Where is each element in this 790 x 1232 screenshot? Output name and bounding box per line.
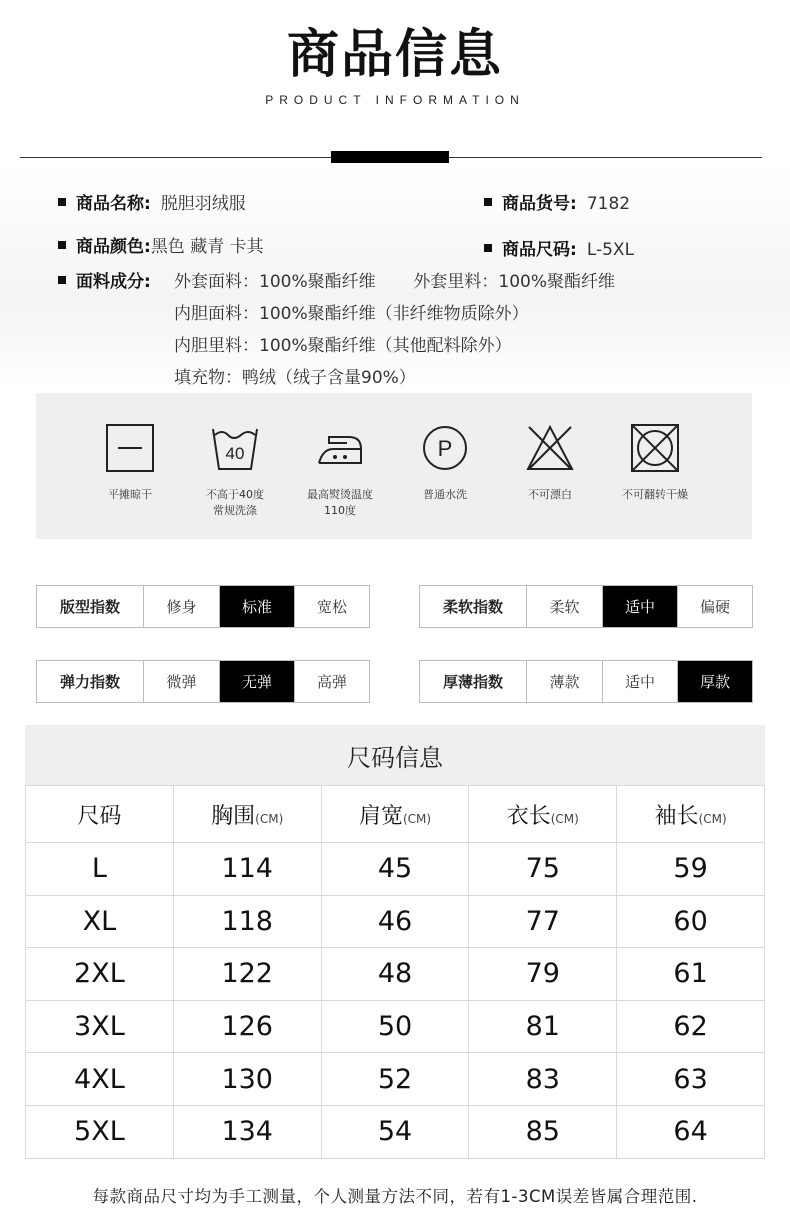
info-value: 7182 <box>586 194 631 214</box>
svg-text:P: P <box>437 436 453 461</box>
table-row <box>26 1105 765 1158</box>
index-option-selected: 适中 <box>602 586 677 627</box>
care-item <box>600 423 710 503</box>
table-cell: 63 <box>617 1053 765 1106</box>
info-key: 面料成分: <box>76 272 151 292</box>
care-label: 不可漂白 <box>528 488 572 501</box>
care-item <box>285 423 395 519</box>
column-header: 胸围(CM) <box>173 786 321 843</box>
table-cell: 46 <box>321 895 469 948</box>
table-cell: 79 <box>469 948 617 1001</box>
divider-block <box>331 151 449 163</box>
care-instructions-panel <box>36 393 752 539</box>
thickness-index <box>419 660 753 703</box>
fabric-line: 内胆里料：100%聚酯纤维（其他配料除外） <box>174 336 512 356</box>
info-product-name <box>58 189 246 214</box>
size-table-title: 尺码信息 <box>25 725 765 785</box>
page-title: 商品信息 <box>286 25 503 85</box>
table-cell: 126 <box>173 1000 321 1053</box>
column-header: 尺码 <box>26 786 174 843</box>
bullet-square-icon <box>484 198 492 206</box>
table-row <box>26 843 765 896</box>
table-cell: 4XL <box>26 1053 174 1106</box>
table-cell: 130 <box>173 1053 321 1106</box>
index-option: 适中 <box>602 661 677 702</box>
page-subtitle: PRODUCT INFORMATION <box>265 93 525 107</box>
index-option-selected: 厚款 <box>677 661 752 702</box>
index-label: 柔软指数 <box>442 598 503 616</box>
info-key: 商品尺码: <box>502 240 577 260</box>
info-sku <box>484 189 630 214</box>
care-item <box>75 423 185 503</box>
wash-40-icon <box>210 423 260 473</box>
fabric-line: 填充物：鸭绒（绒子含量90%） <box>174 368 416 388</box>
table-cell: 62 <box>617 1000 765 1053</box>
table-cell: 48 <box>321 948 469 1001</box>
table-cell: 134 <box>173 1105 321 1158</box>
no-tumble-dry-icon <box>630 423 680 473</box>
table-cell: 85 <box>469 1105 617 1158</box>
index-label: 厚薄指数 <box>442 673 503 691</box>
table-cell: 5XL <box>26 1105 174 1158</box>
table-cell: 52 <box>321 1053 469 1106</box>
table-cell: 75 <box>469 843 617 896</box>
fabric-line: 外套面料：100%聚酯纤维 外套里料：100%聚酯纤维 <box>174 272 616 292</box>
column-header: 衣长(CM) <box>469 786 617 843</box>
info-key: 商品名称: <box>76 194 151 214</box>
table-cell: L <box>26 843 174 896</box>
care-label: 普通水洗 <box>423 488 467 501</box>
measurement-note: 每款商品尺寸均为手工测量，个人测量方法不同，若有1-3CM误差皆属合理范围. <box>92 1187 698 1206</box>
column-header: 袖长(CM) <box>617 786 765 843</box>
care-item <box>180 423 290 519</box>
softness-index <box>419 585 753 628</box>
table-cell: 83 <box>469 1053 617 1106</box>
index-option-selected: 无弹 <box>219 661 294 702</box>
table-cell: 3XL <box>26 1000 174 1053</box>
table-row <box>26 1053 765 1106</box>
table-cell: 118 <box>173 895 321 948</box>
bullet-square-icon <box>484 244 492 252</box>
index-label: 弹力指数 <box>59 673 120 691</box>
svg-text:40: 40 <box>225 444 245 463</box>
care-item <box>495 423 605 503</box>
table-row <box>26 948 765 1001</box>
index-option: 偏硬 <box>677 586 752 627</box>
column-header: 肩宽(CM) <box>321 786 469 843</box>
table-cell: 54 <box>321 1105 469 1158</box>
info-sizes <box>484 235 634 260</box>
bullet-square-icon <box>58 276 66 284</box>
care-item <box>390 423 500 503</box>
info-value: L-5XL <box>586 240 635 260</box>
no-bleach-icon <box>525 423 575 473</box>
info-value: 黑色 藏青 卡其 <box>150 237 264 257</box>
index-option: 高弹 <box>294 661 369 702</box>
care-label: 不可翻转干燥 <box>622 488 688 501</box>
index-option: 修身 <box>143 586 219 627</box>
index-label: 版型指数 <box>59 598 120 616</box>
table-cell: XL <box>26 895 174 948</box>
index-option: 柔软 <box>526 586 602 627</box>
info-fabric <box>58 267 151 292</box>
table-cell: 61 <box>617 948 765 1001</box>
info-colors <box>58 232 264 257</box>
size-section <box>25 725 765 1159</box>
table-cell: 64 <box>617 1105 765 1158</box>
table-header-row <box>26 786 765 843</box>
info-key: 商品颜色: <box>76 237 151 257</box>
table-row <box>26 1000 765 1053</box>
care-label: 不高于40度 常规洗涤 <box>206 488 264 517</box>
care-label: 平摊晾干 <box>108 488 152 501</box>
fit-index <box>36 585 370 628</box>
size-table <box>25 785 765 1159</box>
iron-icon <box>315 423 365 473</box>
info-value: 脱胆羽绒服 <box>160 194 246 214</box>
table-cell: 59 <box>617 843 765 896</box>
index-option: 微弹 <box>143 661 219 702</box>
dry-clean-p-icon <box>420 423 470 473</box>
bullet-square-icon <box>58 198 66 206</box>
stretch-index <box>36 660 370 703</box>
table-cell: 81 <box>469 1000 617 1053</box>
fabric-line: 内胆面料：100%聚酯纤维（非纤维物质除外） <box>174 304 529 324</box>
index-option: 薄款 <box>526 661 602 702</box>
index-option-selected: 标准 <box>219 586 294 627</box>
care-label: 最高熨烫温度 110度 <box>307 488 373 517</box>
bullet-square-icon <box>58 241 66 249</box>
index-option: 宽松 <box>294 586 369 627</box>
table-cell: 50 <box>321 1000 469 1053</box>
table-cell: 45 <box>321 843 469 896</box>
table-cell: 122 <box>173 948 321 1001</box>
flat-dry-icon <box>105 423 155 473</box>
table-row <box>26 895 765 948</box>
info-key: 商品货号: <box>502 194 577 214</box>
table-cell: 114 <box>173 843 321 896</box>
table-cell: 77 <box>469 895 617 948</box>
table-cell: 2XL <box>26 948 174 1001</box>
table-cell: 60 <box>617 895 765 948</box>
